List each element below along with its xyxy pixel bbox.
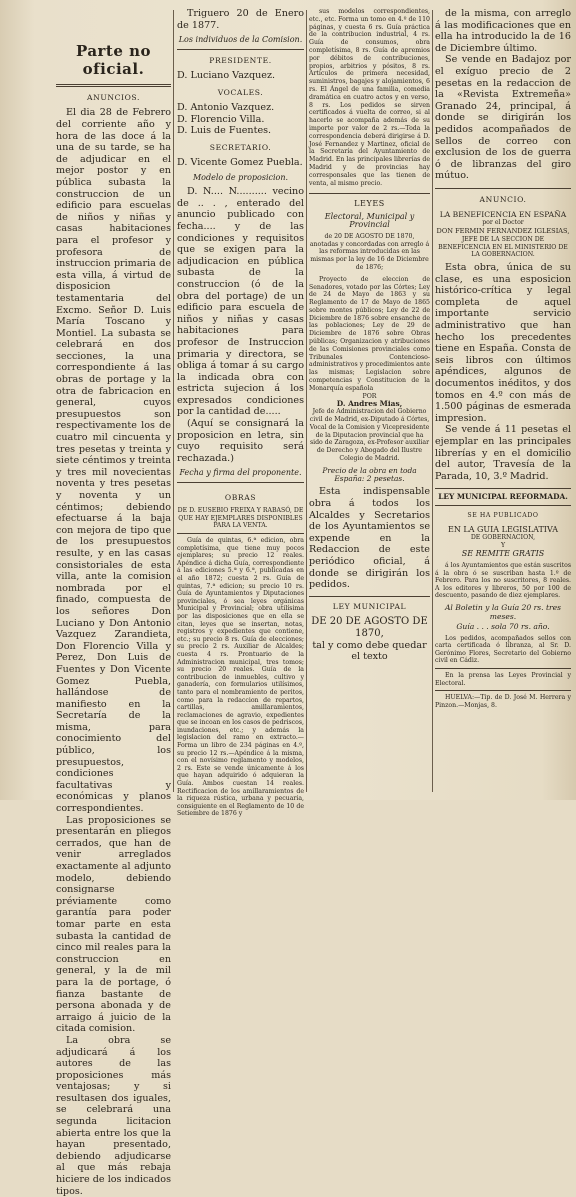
prensa-note: En la prensa las Leyes Provincial y Electoral. [435,672,571,687]
divider [177,533,304,534]
divider [435,488,571,489]
president-name: D. Luciano Vazquez. [177,70,276,81]
guia-title: EN LA GUIA LEGISLATIVA [448,524,558,534]
model-text: D. N.... N.......... vecino de .. . , enterado del anuncio publicado con fecha.... y de las condiciones y requisitos que se exigen para la adjudicacion en pública subasta de la construccion (ó de la obra del portage) de un edificio para escuela de niños y niñas y casas habitaciones para profesor de Instruccion primaria y directora, se obliga á tomar á su cargo la indicada obra con estricta sujecion á los expresados condiciones por la cantidad de..... [177,186,304,418]
ley-tail: tal y como debe quedar el texto [312,639,427,663]
leyes-subtitle: Electoral, Municipal y Provincial [324,212,415,229]
section-title: Parte no oficial. [75,42,152,78]
vocal-name: D. Florencio Villa. [177,113,265,125]
guia-price: Guía . . . sola 70 rs. año. [456,622,550,632]
column-text: de la misma, con arreglo á las modificaciones que en ella ha introducido la de 16 de Diciembre último. [435,8,571,54]
announcement-body: Las proposiciones se presentarán en pliegos cerrados, que han de venir arreglados exactamente al adjunto modelo, debiendo consignarse préviamente como garantía para poder tomar parte en esta subasta la cantidad de cinco mil reales para la construccion en general, y la de mil para la de portage, ó fianza bastante de persona abonada y de arraigo á juicio de la citada comision. [56,814,171,1035]
announcement-body: El dia 28 de Febrero del corriente año y hora de las doce á la una de su tarde, se ha de adjudicar en el mejor postor y en pública subasta la construccion de un edificio para escuelas de niños y niñas y casas habitaciones para el profesor y profesora de instruccion primaria de esta villa, á virtud de disposicion testamentaria del Excmo. Señor D. Luis María Toscano y Montiel. La subasta se celebrará en dos secciones, la una correspondiente á las obras de portage y la otra de fabricacion en general, cuyos presupuestos son respectivamente los de cuatro mil cincuenta y tres pesetas y treinta y siete céntimos y treinta y tres mil novecientas noventa y tres pesetas y noventa y un céntimos; debiendo efectuarse á la baja con mejora de tipo que de los presupuestos resulte, y en las casas consistoriales de esta villa, ante la comision nombrada por el finado, compuesta de los señores Don Luciano y Don Antonio Vazquez Zarandieta, Don Florencio Villa y Perez, Don Luis de Fuentes y Don Vicente Gomez Puebla, hallándose de manifiesto en la Secretaría de la misma, para conocimiento del público, los presupuestos, condiciones facultativas y económicas y planos correspondientes. [56,107,171,815]
members-title: Los individuos de la Comision. [178,35,303,45]
price-note: Precio de la obra en toda España: 2 pesetas. [322,465,417,483]
section-heading: ANUNCIOS. [87,93,140,102]
divider [309,596,430,597]
por-label: POR [362,392,377,400]
badajoz-note: Se vende en Badajoz por el exíguo precio de 2 pesetas en la redaccion de la «Revista Extremeña» Granado 24, principal, á donde se dirigirán los pedidos acompañados de sellos de correo con exclusion de los de guerra ó de libranzas del giro mútuo. [435,54,571,182]
vocal-name: D. Luis de Fuentes. [177,125,272,137]
author-name: D. Andres Mias, [336,399,403,409]
announcement-body: La obra se adjudicará á los autores de las proposiciones más ventajosas; y si resultasen dos iguales, se celebrará una segunda licitacion abierta entre los que la hayan presentado, debiendo adjudicarse al que más rebaja hiciere de los indicados tipos. [56,1034,171,1197]
column-3 [309,8,430,794]
beneficencia-title: LA BENEFICENCIA EN ESPAÑA [439,209,567,219]
column-rule [173,10,174,792]
publicado-label: SE HA PUBLICADO [467,511,539,519]
dateline: Triguero 20 de Enero de 1877. [177,8,304,31]
beneficencia-body: Esta obra, única de su clase, es una esposicion histórico-crítica y legal completa de aquel importante servicio administrativo que han hecho los precedentes tiene en España. Consta de seis libros con últimos apéndices, algunos de documentos inéditos, y dos tomos en 4.º con más de 1.500 páginas de esmerada impresion. [435,262,571,424]
divider [177,482,304,483]
divider [309,193,430,194]
obras-subtitle: DE D. EUSEBIO FREIXA Y RABASÓ, DE QUE HAY EJEMPLARES DISPONIBLES PARA LA VENTA. [177,507,304,530]
secretary-name: D. Vicente Gomez Puebla. [177,157,303,169]
beneficencia-sale: Se vende á 11 pesetas el ejemplar en las principales librerías y en el domicilio del autor, Travesía de la Parada, 10, 3.º Madrid. [435,424,571,482]
anuncio-heading: ANUNCIO. [479,194,527,204]
leyes-date: de 20 DE AGOSTO DE 1870, [324,232,415,240]
vocales-label: VOCALES. [217,87,264,97]
secretary-label: SECRETARIO. [209,142,272,152]
column-rule [306,10,307,792]
divider [435,505,571,506]
column-text: sus modelos correspondientes, etc., etc. Forma un tomo en 4.º de 110 páginas, y cuesta 6 rs. Guía práctica de la contribucion industrial, 4 rs. Guía de consumos, obra completísima, 8 rs. Guía de apremios por débitos de contribuciones, propios, arbitrios y pósitos, 8 rs. Artículos de primera necesidad, suministros, bagajes y alojamientos, 6 rs. El Ángel de una familia, comedia dramática en cuatro actos y en verso, 8 rs. Los pedidos se sirven certificados á vuelta de correo, si al hacerlo se acompaña además de su importe por valor de 2 rs.—Toda la correspondencia deberá dirigirse á D. José Fernandez y Martinez, oficial de la Secretaría del Ayuntamiento de Madrid. En las principales librerías de Madrid y de provincias hay corresponsales que las tienen de venta, al mismo precio. [309,8,430,187]
gobernacion-label: DE GOBERNACION, [470,534,536,542]
beneficencia-by: por el Doctor [482,219,524,227]
ley-reformada-title: LEY MUNICIPAL REFORMADA. [438,492,568,502]
divider [435,188,571,189]
imprint: HUELVA:—Tip. de D. José M. Herrera y Pinzon.—Monjas, 8. [435,694,571,709]
ley-title: LEY MUNICIPAL [332,601,407,611]
pedidos-note: Los pedidos, acompañados sellos con carta certificada ó libranza, al Sr. D. Gerónimo Flores, Secretario del Gobierno civil en Cádiz. [435,634,571,665]
column-rule [432,10,433,792]
column-4 [435,8,571,794]
y-label: Y [500,541,506,549]
ley-date: DE 20 DE AGOSTO DE 1870, [311,615,428,639]
beneficencia-author: DON FERMIN FERNANDEZ IGLESIAS, [436,226,570,235]
column-1 [56,8,171,1197]
gratis-body: á los Ayuntamientos que están suscritos á la obra ó se suscriban hasta 1.º de Febrero. Para los no suscritores, 8 reales. A los editores y libreros, 50 por 100 de descuento, pasando de diez ejemplares. [435,561,571,600]
model-note: (Aquí se consignará la proposicion en letra, sin cuyo requisito será rechazada.) [177,418,304,464]
president-label: PRESIDENTE. [209,55,272,65]
indispensable-note: Esta indispensable obra á todos los Alcaldes y Secretarios de los Ayuntamientos se expende en la Redaccion de este periódico oficial, á donde se dirigirán los pedidos. [309,486,430,591]
leyes-body: Proyecto de eleccion de Senadores, votado por las Córtes; Ley de 24 de Mayo de 1863 y su Reglamento de 17 de Mayo de 1865 sobre montes públicos; Ley de 22 de Diciembre de 1876 sobre ensanche de las poblaciones; Ley de 29 de Diciembre de 1876 sobre Obras públicas; Organizacion y atribuciones de las Comisiones provinciales como Tribunales Contencioso-administrativos y procedimientos ante las mismas; Legislacion sobre competencias y Constitucion de la Monarquía española [309,275,430,392]
divider [56,84,171,87]
obras-list: Guía de quintas, 6.ª edicion, obra completísima, que tiene muy pocos ejemplares; su precio 12 reales. Apéndice á dicha Guía, correspondiente á las ediciones 5.ª y 6.ª, publicadas en el año 1872; cuesta 2 rs. Guía de quintas, 7.ª edicion; su precio 10 rs. Guía de Ayuntamientos y Diputaciones provinciales, ó sea leyes orgánicas Municipal y Provincial; obra utilísima por las disposiciones que en ella se citan, leyes que se insertan, notas, registros y expedientes que contiene, etc.; su precio 8 rs. Guía de elecciones; su precio 2 rs. Auxiliar de Alcaldes; cuesta 4 rs. Prontuario de la Administracion municipal, tres tomos; su precio 20 reales. Guía de la contribucion de inmuebles, cultivo y ganadería, con formularios utilísimos, tanto para el nombramiento de peritos, como para la redaccion de repartos, cartillas, amillaramientos, reclamaciones de agravio, expedientes que se incoan en los casos de pedriscos, inundaciones, etc.; y además la legislacion del ramo en extracto.—Forma un libro de 234 páginas en 4.º, su precio 12 rs.—Apéndice á la misma, con el novísimo reglamento y modelos, 2 rs. Este se vende únicamente á los que hayan adquirido ó adquieran la Guía. Ambos cuestan 14 reales. Rectificacion de los amillaramientos de la riqueza rústica, urbana y pecuaria, consiguiente en el Reglamento de 10 de Setiembre de 1876 y [177,537,304,818]
column-2 [177,8,304,818]
gratis-label: SE REMITE GRATIS [461,549,545,559]
model-signature: Fecha y firma del proponente. [179,468,302,478]
beneficencia-role: JEFE DE LA SECCION DE BENEFICENCIA EN EL MINISTERIO DE LA GOBERNACION. [438,236,568,259]
divider [435,690,571,691]
divider [435,668,571,669]
model-title: Modelo de proposicion. [192,172,289,182]
leyes-title: LEYES [354,199,385,209]
leyes-description: anotadas y concordadas con arreglo á las reformas introducidas en las mismas por la ley de 16 de Diciembre de 1876; [309,240,430,271]
author-description: Jefe de Administracion del Gobierno civil de Madrid, ex-Diputado á Córtes, Vocal de la Comision y Vicepresidente de la Diputacion provincial que ha sido de Zaragoza, ex-Profesor auxiliar de Derecho y Abogado del Ilustre Colegio de Madrid. [309,408,430,463]
vocal-name: D. Antonio Vazquez. [177,102,275,113]
boletin-price: Al Boletin y la Guía 20 rs. tres meses. [444,602,562,622]
divider [177,49,304,50]
obras-title: OBRAS [224,492,257,502]
